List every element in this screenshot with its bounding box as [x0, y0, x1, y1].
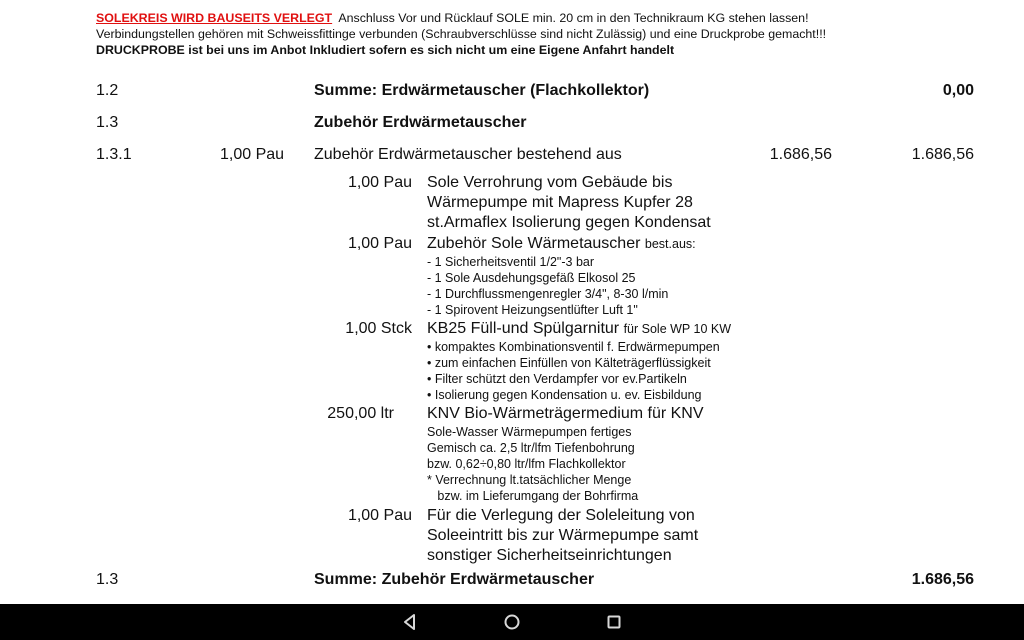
item-sub-line: bzw. im Lieferumgang der Bohrfirma: [427, 489, 639, 503]
item-quantity: 1,00 Stck: [345, 320, 412, 337]
item-title: KNV Bio-Wärmeträgermedium für KNV: [427, 405, 704, 422]
item-sub-line: • zum einfachen Einfüllen von Kälteträgerflüssigkeit: [427, 356, 711, 370]
row-position: 1.2: [96, 82, 119, 99]
row-position: 1.3: [96, 571, 119, 588]
row-total: 1.686,56: [911, 571, 974, 588]
item-title-line: [427, 235, 696, 253]
item-quantity: 1,00 Pau: [347, 507, 412, 524]
item-sub-line: Sole-Wasser Wärmepumpen fertiges: [427, 425, 632, 439]
row-unit-price: 1.686,56: [769, 146, 832, 163]
row-total: 0,00: [942, 82, 974, 99]
row-position: 1.3.1: [96, 146, 132, 163]
item-line: sonstiger Sicherheitseinrichtungen: [427, 547, 672, 564]
row-total: 1.686,56: [911, 146, 974, 163]
item-line: Wärmepumpe mit Mapress Kupfer 28: [427, 194, 693, 211]
notice-text: Anschluss Vor und Rücklauf SOLE min. 20 cm in den Technikraum KG stehen lassen! Verbindungstellen gehören mit Schweissfittinge verbunden (Schraubverschlüsse sind nicht Zulässig) und eine Druckprobe gemacht!!!: [96, 11, 827, 41]
item-sub-line: • Filter schützt den Verdampfer vor ev.Partikeln: [427, 372, 687, 386]
item-sub-line: - 1 Sicherheitsventil 1/2"-3 bar: [427, 255, 595, 269]
item-sub-line: - 1 Durchflussmengenregler 3/4", 8-30 l/min: [427, 287, 669, 301]
item-quantity: 250,00 ltr: [327, 405, 394, 422]
recents-square-icon[interactable]: [604, 612, 624, 632]
notice-bold-line: DRUCKPROBE ist bei uns im Anbot Inkludiert sofern es sich nicht um eine Eigene Anfahrt handelt: [96, 43, 675, 57]
item-line: st.Armaflex Isolierung gegen Kondensat: [427, 214, 711, 231]
item-sub-line: bzw. 0,62÷0,80 ltr/lfm Flachkollektor: [427, 457, 626, 471]
item-title-suffix: für Sole WP 10 KW: [623, 322, 732, 336]
back-triangle-icon[interactable]: [400, 612, 420, 632]
item-line: Soleeintritt bis zur Wärmepumpe samt: [427, 527, 699, 544]
notice-red-label: SOLEKREIS WIRD BAUSEITS VERLEGT: [96, 11, 333, 25]
item-title-suffix: best.aus:: [644, 237, 696, 251]
item-sub-line: - 1 Sole Ausdehungsgefäß Elkosol 25: [427, 271, 636, 285]
item-sub-line: Gemisch ca. 2,5 ltr/lfm Tiefenbohrung: [427, 441, 635, 455]
row-title: Zubehör Erdwärmetauscher: [314, 114, 527, 131]
item-sub-line: * Verrechnung lt.tatsächlicher Menge: [427, 473, 632, 487]
navigation-bar: [0, 604, 1024, 640]
row-position: 1.3: [96, 114, 119, 131]
item-line: Für die Verlegung der Soleleitung von: [427, 507, 695, 524]
row-title: Summe: Erdwärmetauscher (Flachkollektor): [314, 82, 650, 99]
item-quantity: 1,00 Pau: [347, 235, 412, 252]
item-title: Zubehör Sole Wärmetauscher: [427, 235, 641, 252]
row-title: Zubehör Erdwärmetauscher bestehend aus: [314, 146, 622, 163]
item-sub-line: • kompaktes Kombinationsventil f. Erdwärmepumpen: [427, 340, 720, 354]
item-sub-line: • Isolierung gegen Kondensation u. ev. Eisbildung: [427, 388, 702, 402]
notice-block: [96, 10, 896, 58]
row-title: Summe: Zubehör Erdwärmetauscher: [314, 571, 595, 588]
item-title-line: [427, 320, 731, 338]
home-circle-icon[interactable]: [502, 612, 522, 632]
item-quantity: 1,00 Pau: [347, 174, 412, 191]
item-title: KB25 Füll-und Spülgarnitur: [427, 320, 620, 337]
row-quantity: 1,00 Pau: [220, 146, 285, 163]
item-sub-line: - 1 Spirovent Heizungsentlüfter Luft 1": [427, 303, 638, 317]
item-line: Sole Verrohrung vom Gebäude bis: [427, 174, 673, 191]
